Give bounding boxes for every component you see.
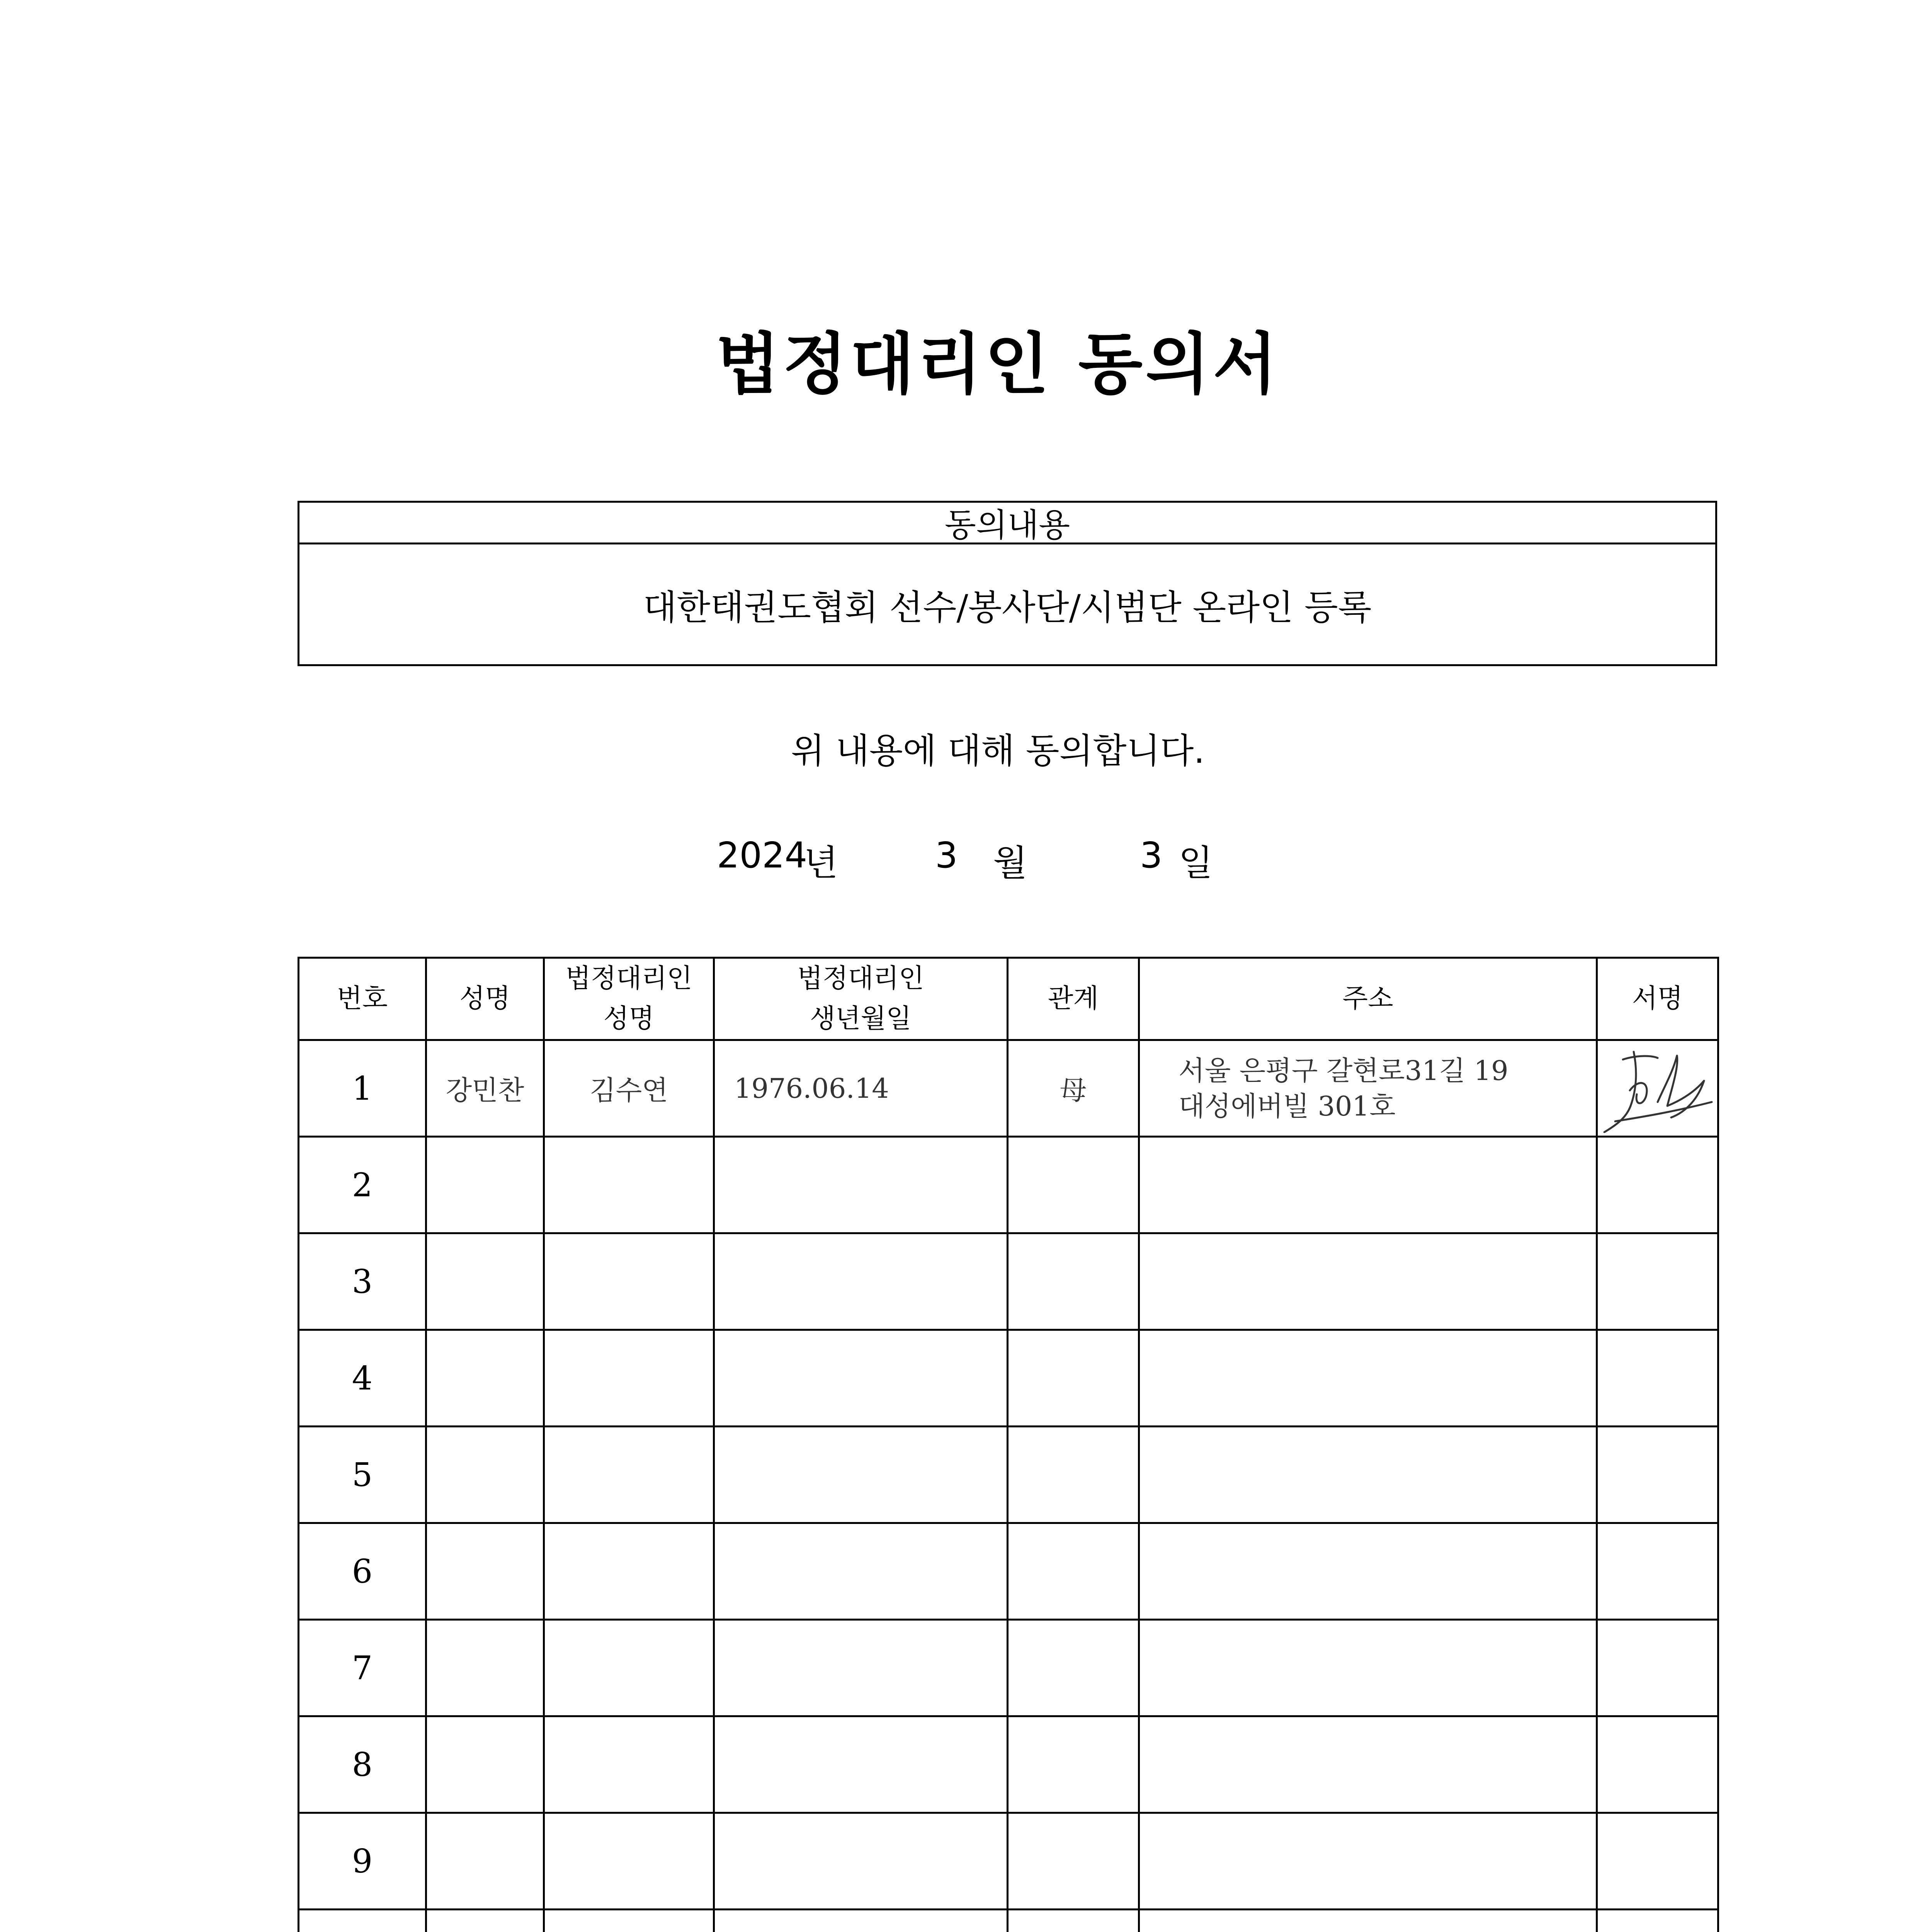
row-address-line1: 서울 은평구 갈현로31길 19 — [1179, 1054, 1509, 1087]
row-guardian-birth — [714, 1233, 1008, 1330]
row-guardian-birth — [714, 1620, 1008, 1716]
row-guardian-birth: 1976.06.14 — [714, 1040, 1008, 1137]
header-signature: 서명 — [1597, 958, 1718, 1040]
header-address: 주소 — [1139, 958, 1597, 1040]
row-number: 5 — [299, 1427, 426, 1523]
row-address-line2: 대성에버빌 301호 — [1179, 1090, 1396, 1122]
row-name: 강민찬 — [426, 1040, 544, 1137]
header-guardian-birth-line1: 법정대리인 — [797, 963, 924, 994]
row-relation — [1008, 1427, 1139, 1523]
table-header-row — [299, 958, 1718, 1040]
table-row — [299, 1620, 1718, 1716]
header-guardian-name-line1: 법정대리인 — [565, 963, 692, 994]
row-guardian-birth — [714, 1716, 1008, 1813]
row-signature — [1597, 1427, 1718, 1523]
guardian-table — [298, 957, 1719, 1932]
row-number: 7 — [299, 1620, 426, 1716]
row-relation — [1008, 1716, 1139, 1813]
row-address — [1139, 1040, 1597, 1137]
row-name — [426, 1137, 544, 1233]
row-guardian-name — [544, 1330, 714, 1427]
row-address — [1139, 1233, 1597, 1330]
consent-content: 대한태권도협회 선수/봉사단/시범단 온라인 등록 — [643, 587, 1372, 628]
table-row — [299, 1813, 1718, 1910]
row-guardian-name: 김수연 — [544, 1040, 714, 1137]
row-signature — [1597, 1910, 1718, 1932]
row-relation — [1008, 1233, 1139, 1330]
row-guardian-birth — [714, 1137, 1008, 1233]
row-address — [1139, 1813, 1597, 1910]
row-relation — [1008, 1330, 1139, 1427]
row-address — [1139, 1910, 1597, 1932]
header-relation: 관계 — [1008, 958, 1139, 1040]
document-title: 법정대리인 동의서 — [715, 325, 1281, 403]
row-guardian-birth — [714, 1813, 1008, 1910]
row-address — [1139, 1137, 1597, 1233]
row-guardian-name — [544, 1233, 714, 1330]
table-row — [299, 1523, 1718, 1620]
date-day: 3 — [1140, 835, 1163, 876]
row-guardian-name — [544, 1813, 714, 1910]
row-address — [1139, 1716, 1597, 1813]
row-signature — [1597, 1330, 1718, 1427]
row-number: 4 — [299, 1330, 426, 1427]
table-row — [299, 1040, 1718, 1137]
row-number: 1 — [299, 1040, 426, 1137]
row-name — [426, 1620, 544, 1716]
row-relation — [1008, 1137, 1139, 1233]
row-relation — [1008, 1523, 1139, 1620]
header-guardian-name — [544, 958, 714, 1040]
row-guardian-name — [544, 1910, 714, 1932]
row-name — [426, 1427, 544, 1523]
header-number: 번호 — [299, 958, 426, 1040]
row-guardian-name — [544, 1523, 714, 1620]
date-year-unit: 년 — [804, 842, 838, 884]
row-guardian-name — [544, 1620, 714, 1716]
row-signature — [1597, 1233, 1718, 1330]
consent-box — [298, 501, 1717, 666]
row-guardian-birth — [714, 1523, 1008, 1620]
row-address — [1139, 1523, 1597, 1620]
date-day-unit: 일 — [1179, 842, 1213, 884]
table-row — [299, 1427, 1718, 1523]
row-relation — [1008, 1620, 1139, 1716]
table-row — [299, 1716, 1718, 1813]
header-name: 성명 — [426, 958, 544, 1040]
row-guardian-name — [544, 1716, 714, 1813]
row-name — [426, 1330, 544, 1427]
table-row — [299, 1137, 1718, 1233]
consent-heading: 동의내용 — [299, 503, 1715, 544]
row-signature — [1597, 1137, 1718, 1233]
row-address — [1139, 1620, 1597, 1716]
date-year: 2024 — [717, 835, 808, 876]
row-signature — [1597, 1813, 1718, 1910]
row-guardian-birth — [714, 1910, 1008, 1932]
agreement-statement: 위 내용에 대해 동의합니다. — [791, 731, 1205, 771]
row-signature — [1597, 1716, 1718, 1813]
date-month: 3 — [935, 835, 958, 876]
table-row — [299, 1910, 1718, 1932]
row-address — [1139, 1330, 1597, 1427]
row-guardian-birth — [714, 1427, 1008, 1523]
row-number: 6 — [299, 1523, 426, 1620]
row-name — [426, 1233, 544, 1330]
row-relation — [1008, 1813, 1139, 1910]
row-number: 8 — [299, 1716, 426, 1813]
row-address — [1139, 1427, 1597, 1523]
row-number: 3 — [299, 1233, 426, 1330]
row-relation: 母 — [1008, 1040, 1139, 1137]
header-guardian-name-line2: 성명 — [603, 1003, 655, 1034]
row-number — [299, 1910, 426, 1932]
date-month-unit: 월 — [993, 842, 1027, 884]
row-signature — [1597, 1523, 1718, 1620]
table-row — [299, 1233, 1718, 1330]
row-name — [426, 1716, 544, 1813]
row-guardian-birth — [714, 1330, 1008, 1427]
row-name — [426, 1523, 544, 1620]
row-signature — [1597, 1040, 1718, 1137]
table-row — [299, 1330, 1718, 1427]
row-number: 2 — [299, 1137, 426, 1233]
row-guardian-name — [544, 1137, 714, 1233]
row-relation — [1008, 1910, 1139, 1932]
row-name — [426, 1910, 544, 1932]
handwritten-signature — [1600, 1044, 1716, 1133]
header-guardian-birth — [714, 958, 1008, 1040]
row-guardian-name — [544, 1427, 714, 1523]
row-number: 9 — [299, 1813, 426, 1910]
row-signature — [1597, 1620, 1718, 1716]
row-name — [426, 1813, 544, 1910]
header-guardian-birth-line2: 생년월일 — [810, 1003, 912, 1034]
